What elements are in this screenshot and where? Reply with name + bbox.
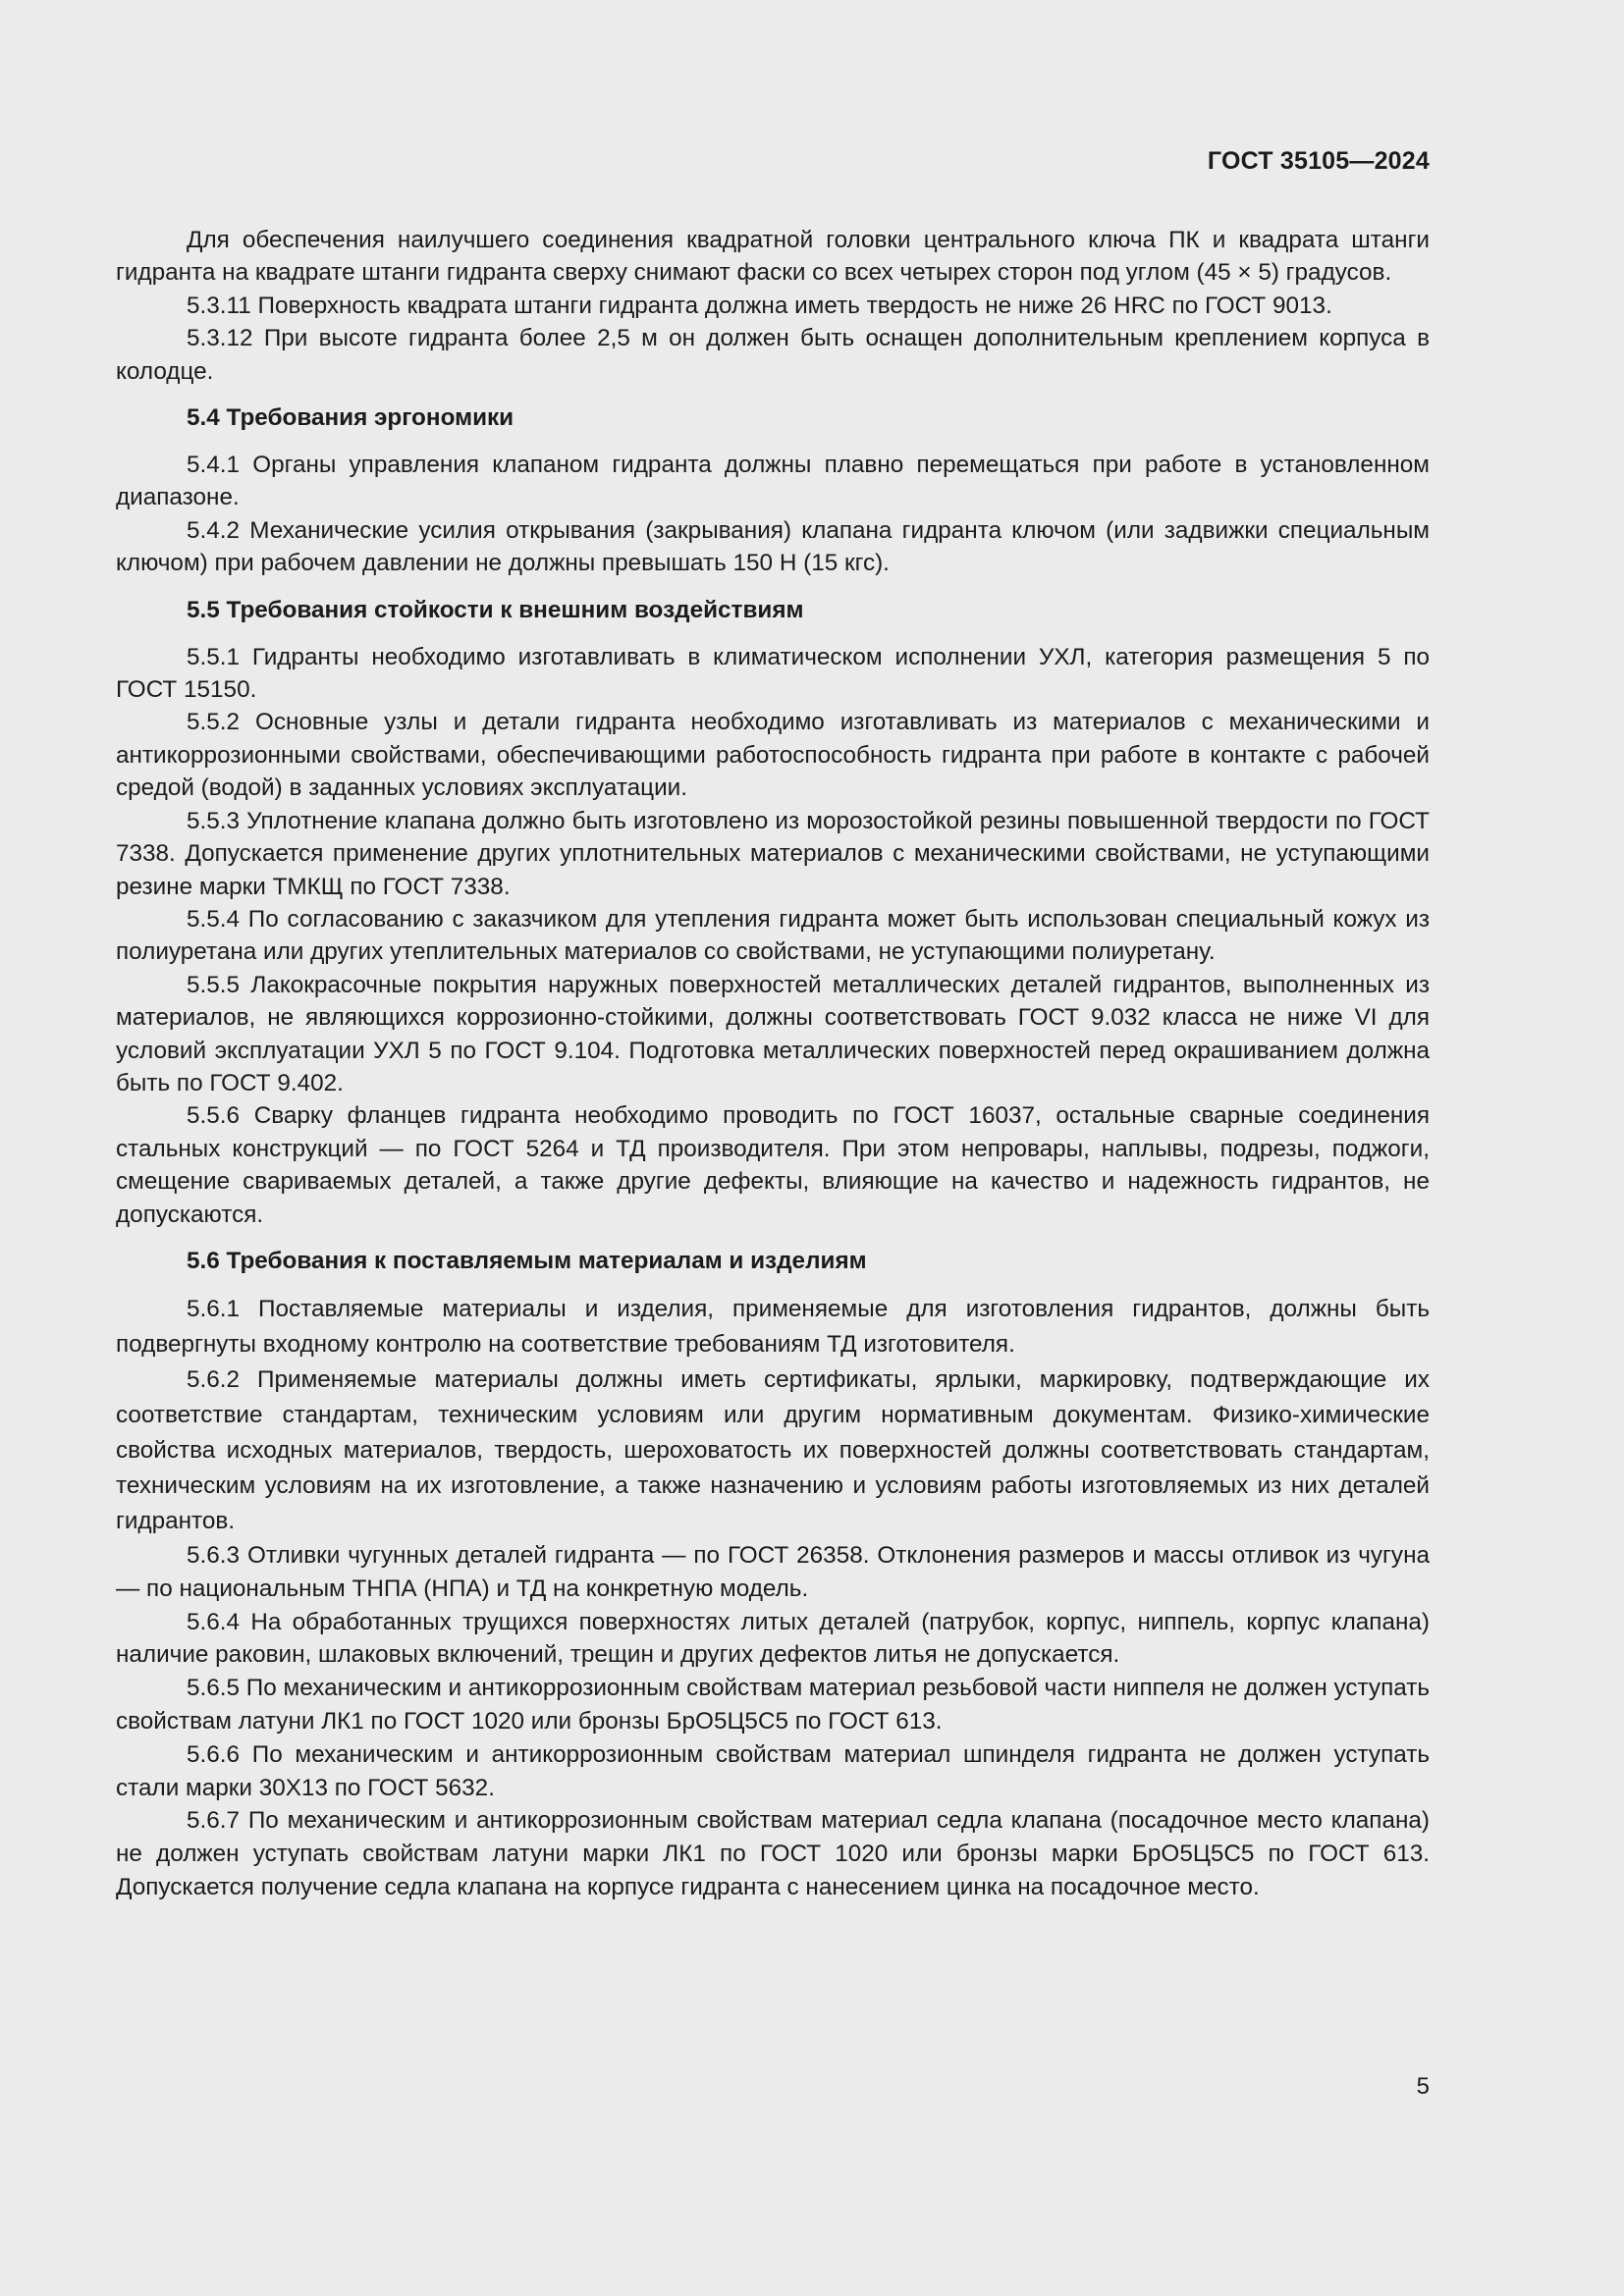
paragraph-5-5-1: 5.5.1 Гидранты необходимо изготавливать в климатическом исполнении УХЛ, категория размещения 5 по ГОСТ 15150. [116,643,1430,704]
paragraph-chamfer: Для обеспечения наилучшего соединения квадратной головки центрального ключа ПК и квадрата штанги гидранта на квадрате штанги гидранта сверху снимают фаски со всех четырех сторон под углом (45 × 5) градусов. [116,227,1430,287]
document-code-header: ГОСТ 35105—2024 [1207,147,1430,175]
paragraph-5-4-1: 5.4.1 Органы управления клапаном гидранта должны плавно перемещаться при работе в установленном диапазоне. [116,452,1430,511]
section-heading-5-4: 5.4 Требования эргономики [187,404,514,432]
paragraph-5-5-4: 5.5.4 По согласованию с заказчиком для утепления гидранта может быть использован специальный кожух из полиуретана или других утеплительных материалов со свойствами, не уступающими полиуретану. [116,905,1430,966]
section-heading-5-6: 5.6 Требования к поставляемым материалам и изделиям [187,1247,867,1274]
paragraph-5-6-3: 5.6.3 Отливки чугунных деталей гидранта — по ГОСТ 26358. Отклонения размеров и массы отливок из чугуна — по национальным ТНПА (НПА) и ТД на конкретную модель. [116,1541,1430,1602]
paragraph-5-4-2: 5.4.2 Механические усилия открывания (закрывания) клапана гидранта ключом (или задвижки специальным ключом) при рабочем давлении не должны превышать 150 Н (15 кгс). [116,516,1430,577]
section-5-6-body [116,1292,1430,1904]
document-body [116,224,1430,1904]
page-number: 5 [1416,2073,1430,2100]
paragraph-5-6-4: 5.6.4 На обработанных трущихся поверхностях литых деталей (патрубок, корпус, ниппель, корпус клапана) наличие раковин, шлаковых включений, трещин и других дефектов литья не допускается. [116,1608,1430,1669]
paragraph-5-6-1: 5.6.1 Поставляемые материалы и изделия, применяемые для изготовления гидрантов, должны быть подвергнуты входному контролю на соответствие требованиям ТД изготовителя. [116,1295,1430,1358]
paragraph-5-5-3: 5.5.3 Уплотнение клапана должно быть изготовлено из морозостойкой резины повышенной твердости по ГОСТ 7338. Допускается применение других уплотнительных материалов с механическими свойствами, не уступающими резине марки ТМКЩ по ГОСТ 7338. [116,807,1430,900]
paragraph-5-6-2: 5.6.2 Применяемые материалы должны иметь сертификаты, ярлыки, маркировку, подтверждающие их соответствие стандартам, техническим условиям или другим нормативным документам. Физико-химические свойства исходных материалов, твердость, шероховатость их поверхностей должны соответствовать стандартам, техническим условиям на их изготовление, а также назначению и условиям работы изготовляемых из них деталей гидрантов. [116,1365,1430,1534]
paragraph-5-3-12: 5.3.12 При высоте гидранта более 2,5 м он должен быть оснащен дополнительным креплением корпуса в колодце. [116,325,1430,385]
paragraph-5-6-5: 5.6.5 По механическим и антикоррозионным свойствам материал резьбовой части ниппеля не должен уступать свойствам латуни ЛК1 по ГОСТ 1020 или бронзы БрО5Ц5С5 по ГОСТ 613. [116,1675,1430,1735]
section-heading-5-5: 5.5 Требования стойкости к внешним воздействиям [187,596,804,623]
paragraph-5-3-11: 5.3.11 Поверхность квадрата штанги гидранта должна иметь твердость не ниже 26 HRC по ГОСТ 9013. [187,292,1332,319]
paragraph-5-5-6: 5.5.6 Сварку фланцев гидранта необходимо проводить по ГОСТ 16037, остальные сварные соединения стальных конструкций — по ГОСТ 5264 и ТД производителя. При этом непровары, наплывы, подрезы, поджоги, смещение свариваемых деталей, а также другие дефекты, влияющие на качество и надежность гидрантов, не допускаются. [116,1102,1430,1228]
paragraph-5-6-7: 5.6.7 По механическим и антикоррозионным свойствам материал седла клапана (посадочное место клапана) не должен уступать свойствам латуни марки ЛК1 по ГОСТ 1020 или бронзы марки БрО5Ц5С5 по ГОСТ 613. Допускается получение седла клапана на корпусе гидранта с нанесением цинка на посадочное место. [116,1807,1430,1900]
paragraph-5-6-6: 5.6.6 По механическим и антикоррозионным свойствам материал шпинделя гидранта не должен уступать стали марки 30Х13 по ГОСТ 5632. [116,1740,1430,1801]
paragraph-5-5-5: 5.5.5 Лакокрасочные покрытия наружных поверхностей металлических деталей гидрантов, выполненных из материалов, не являющихся коррозионно-стойкими, должны соответствовать ГОСТ 9.032 класса не ниже VI для условий эксплуатации УХЛ 5 по ГОСТ 9.104. Подготовка металлических поверхностей перед окрашиванием должна быть по ГОСТ 9.402. [116,971,1430,1096]
paragraph-5-5-2: 5.5.2 Основные узлы и детали гидранта необходимо изготавливать из материалов с механическими и антикоррозионными свойствами, обеспечивающими работоспособность гидранта при работе в контакте с рабочей средой (водой) в заданных условиях эксплуатации. [116,709,1430,802]
document-page [116,0,1430,2296]
